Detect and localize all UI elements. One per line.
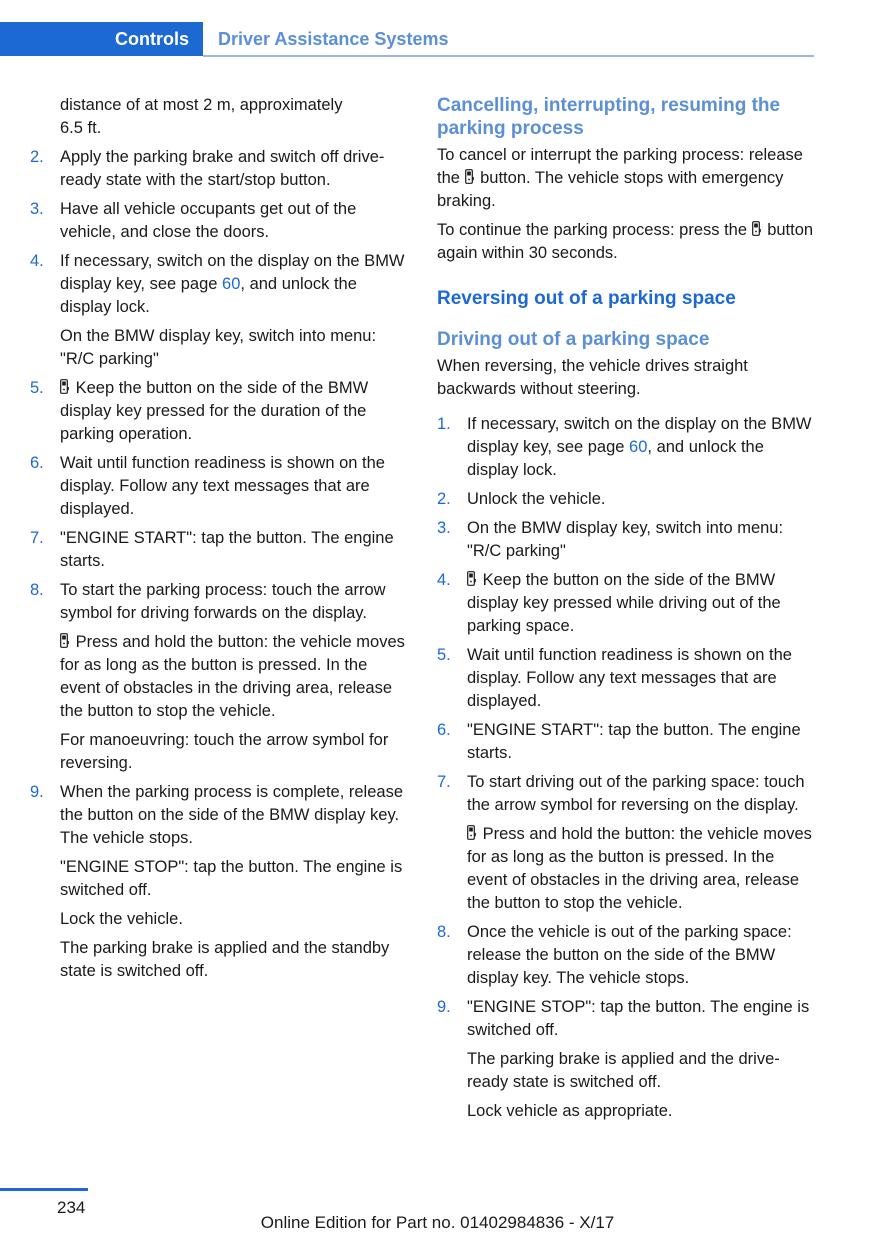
driving-out-steps-list <box>437 413 817 1123</box>
list-item: 8. Once the vehicle is out of the parking space: release the button on the side of the BMW display key. The vehicle stops. <box>437 923 792 987</box>
list-item: 6. "ENGINE START": tap the button. The engine starts. <box>437 721 801 762</box>
page-link[interactable]: 60 <box>222 275 241 293</box>
continued-step-text: distance of at most 2 m, approximately 6.5 ft. <box>60 96 343 137</box>
display-key-button-icon <box>465 169 474 184</box>
driving-heading: Driving out of a parking space <box>437 329 710 350</box>
list-item: 5. Keep the button on the side of the BMW display key pressed for the duration of the parking operation. <box>30 379 369 443</box>
list-item: 4. If necessary, switch on the display on the BMW display key, see page 60, and unlock the display lock. On the BMW display key, switch into menu: "R/C parking" <box>30 252 405 368</box>
cancel-heading: Cancelling, interrupting, resuming the parking process <box>437 95 781 139</box>
list-item: 1. If necessary, switch on the display on the BMW display key, see page 60, and unlock the display lock. <box>437 415 812 479</box>
page-number: 234 <box>57 1198 86 1217</box>
chapter-title: Controls <box>115 29 189 49</box>
list-item: 3. Have all vehicle occupants get out of the vehicle, and close the doors. <box>30 200 357 241</box>
display-key-button-icon <box>467 825 476 840</box>
page-link[interactable]: 60 <box>629 438 648 456</box>
display-key-button-icon <box>752 221 761 236</box>
display-key-button-icon <box>467 571 476 586</box>
list-item: 6. Wait until function readiness is shown on the display. Follow any text messages that are displayed. <box>30 454 385 518</box>
display-key-button-icon <box>60 633 69 648</box>
chapter-tab <box>0 22 203 56</box>
display-key-button-icon <box>60 379 69 394</box>
list-item: 7. To start driving out of the parking space: touch the arrow symbol for reversing on the display. Press and hold the button: the vehicle moves for as long as the button is pressed. In the event of obstacles in the driving area, release the button to stop the vehicle. <box>437 773 812 912</box>
driving-intro: When reversing, the vehicle drives straight backwards without steering. <box>437 357 748 398</box>
list-item: 7. "ENGINE START": tap the button. The engine starts. <box>30 529 394 570</box>
section-title: Driver Assistance Systems <box>218 29 449 49</box>
list-item: 9. When the parking process is complete, release the button on the side of the BMW display key. The vehicle stops. "ENGINE STOP": tap the button. The engine is switched off. Lock the vehicle. The parking brake is applied and the standby state is switched off. <box>30 783 404 980</box>
list-item: 2. Apply the parking brake and switch off drive-ready state with the start/stop button. <box>30 148 385 189</box>
reversing-heading: Reversing out of a parking space <box>437 288 736 309</box>
list-item: 2. Unlock the vehicle. <box>437 490 606 508</box>
list-item: 3. On the BMW display key, switch into menu: "R/C parking" <box>437 519 784 560</box>
left-column <box>30 94 410 989</box>
list-item: 5. Wait until function readiness is shown on the display. Follow any text messages that are displayed. <box>437 646 792 710</box>
header-divider <box>203 55 814 57</box>
list-item: 8. To start the parking process: touch the arrow symbol for driving forwards on the display. Press and hold the button: the vehicle moves for as long as the button is pressed. In the event of obstacles in the driving area, release the button to stop the vehicle. For manoeuvring: touch the arrow symbol for reversing. <box>30 581 405 772</box>
footer-accent-bar <box>0 1188 88 1191</box>
edition-note: Online Edition for Part no. 01402984836 - X/17 <box>260 1213 615 1232</box>
parking-steps-list <box>30 146 410 983</box>
right-column: Cancelling, interrupting, resuming the parking process To cancel or interrupt the parking process: release the button. The vehicle stops with emergency braking. To continue the parking process: press the button again within 30 seconds. Reversing out of a parking space Driving out of a parking space When reversing, the vehicle drives straight backwards without steering. 1. If necessary, switch on the display on the BMW display key, see page 60, and unlock the display lock. 2. Unlock the vehicle. 3. On the BMW display key, switch into menu: "R/C parking" 4. Keep the button on the side of the BMW display key pressed while driving out of the parking space. 5. Wait until function readiness is shown on the display. Follow any text messages that are displayed. 6. "ENGINE START": tap the button. The engine starts. 7. To start driving out of the parking space: touch the arrow symbol for reversing on the display. Press and hold the button: the vehicle moves for as long as the button is pressed. In the event of obstacles in the driving area, release the button to stop the vehicle. 8. Once the vehicle is out of the parking space: release the button on the side of the BMW display key. The vehicle stops. 9. "ENGINE STOP": tap the button. The engine is switched off. The parking brake is applied and the drive-ready state is switched off. Lock vehicle as appropriate. <box>437 94 817 1129</box>
list-item: 4. Keep the button on the side of the BMW display key pressed while driving out of the parking space. <box>437 571 781 635</box>
list-item: 9. "ENGINE STOP": tap the button. The engine is switched off. The parking brake is applied and the drive-ready state is switched off. Lock vehicle as appropriate. <box>437 998 810 1120</box>
